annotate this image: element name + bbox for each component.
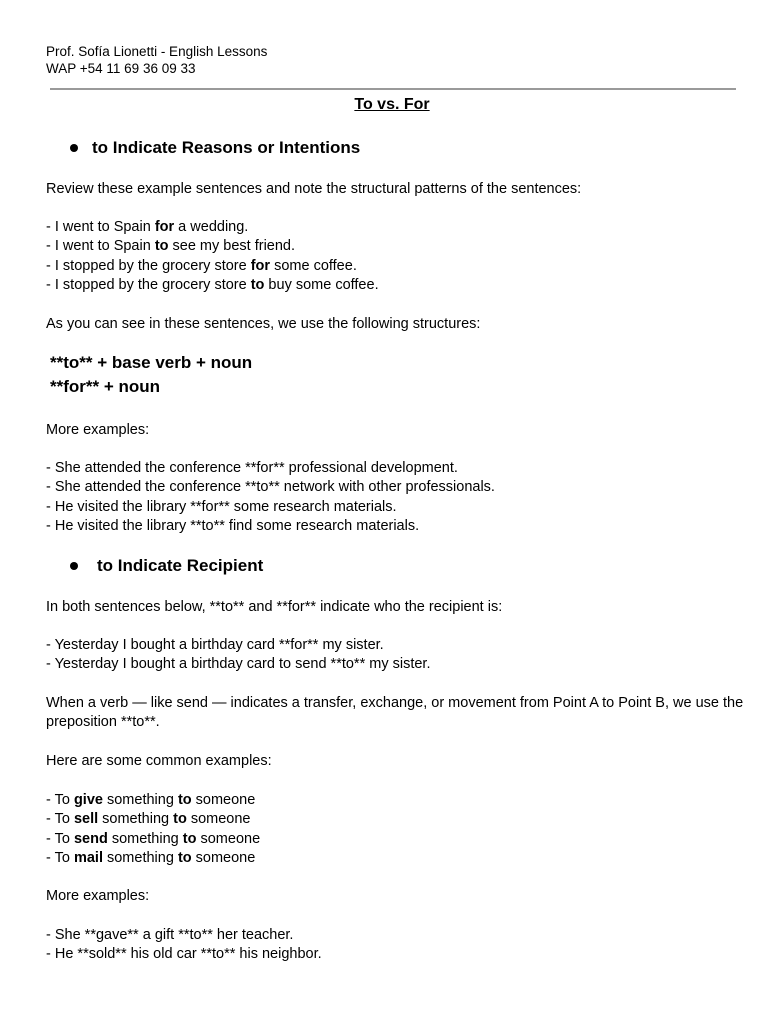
more-examples-list <box>46 459 495 536</box>
structure-item: **to** + base verb + noun <box>50 353 253 372</box>
structure-list <box>50 351 252 398</box>
section-heading-recipient <box>70 556 263 576</box>
list-item: - Yesterday I bought a birthday card to send **to** my sister. <box>46 656 431 673</box>
bullet-icon <box>70 144 78 152</box>
list-item: - Yesterday I bought a birthday card **for** my sister. <box>46 637 384 653</box>
list-item: - He visited the library **to** find some research materials. <box>46 517 420 534</box>
more-examples-list <box>46 926 322 965</box>
example-item: - I went to Spain for a wedding. <box>46 219 249 235</box>
header-divider <box>50 88 736 90</box>
list-item: - He **sold** his old car **to** his neighbor. <box>46 946 322 963</box>
recipient-example-list <box>46 636 430 675</box>
more-examples-label: More examples: <box>46 422 150 438</box>
section-heading-label: to Indicate Reasons or Intentions <box>92 138 361 157</box>
section-heading-label: to Indicate Recipient <box>97 556 264 575</box>
header <box>46 43 267 77</box>
list-item: - To send something to someone <box>46 830 261 847</box>
example-item: - I went to Spain to see my best friend. <box>46 238 296 255</box>
structures-intro: As you can see in these sentences, we use the following structures: <box>46 316 481 332</box>
example-list <box>46 218 379 295</box>
list-item: - He visited the library **for** some research materials. <box>46 498 397 515</box>
page-title: To vs. For <box>354 96 430 113</box>
more-examples-label: More examples: <box>46 888 150 904</box>
header-author: Prof. Sofía Lionetti - English Lessons <box>46 44 268 59</box>
example-item: - I stopped by the grocery store to buy some coffee. <box>46 276 379 293</box>
example-item: - I stopped by the grocery store for some coffee. <box>46 257 357 274</box>
section2-intro: In both sentences below, **to** and **for** indicate who the recipient is: <box>46 599 503 615</box>
list-item: - She attended the conference **to** network with other professionals. <box>46 479 495 496</box>
common-examples-list <box>46 791 260 868</box>
explanation-paragraph: When a verb — like send — indicates a transfer, exchange, or movement from Point A to Point B, we use the preposition **to**. <box>46 695 744 731</box>
list-item: - To sell something to someone <box>46 811 251 828</box>
header-contact: WAP +54 11 69 36 09 33 <box>46 61 196 76</box>
list-item: - To give something to someone <box>46 792 256 808</box>
section1-intro: Review these example sentences and note the structural patterns of the sentences: <box>46 181 582 197</box>
common-examples-label: Here are some common examples: <box>46 753 272 769</box>
section-heading-reasons <box>70 138 360 158</box>
list-item: - To mail something to someone <box>46 849 256 866</box>
bullet-icon <box>70 562 78 570</box>
list-item: - She **gave** a gift **to** her teacher. <box>46 927 294 943</box>
list-item: - She attended the conference **for** professional development. <box>46 460 458 476</box>
structure-item: **for** + noun <box>50 376 161 396</box>
